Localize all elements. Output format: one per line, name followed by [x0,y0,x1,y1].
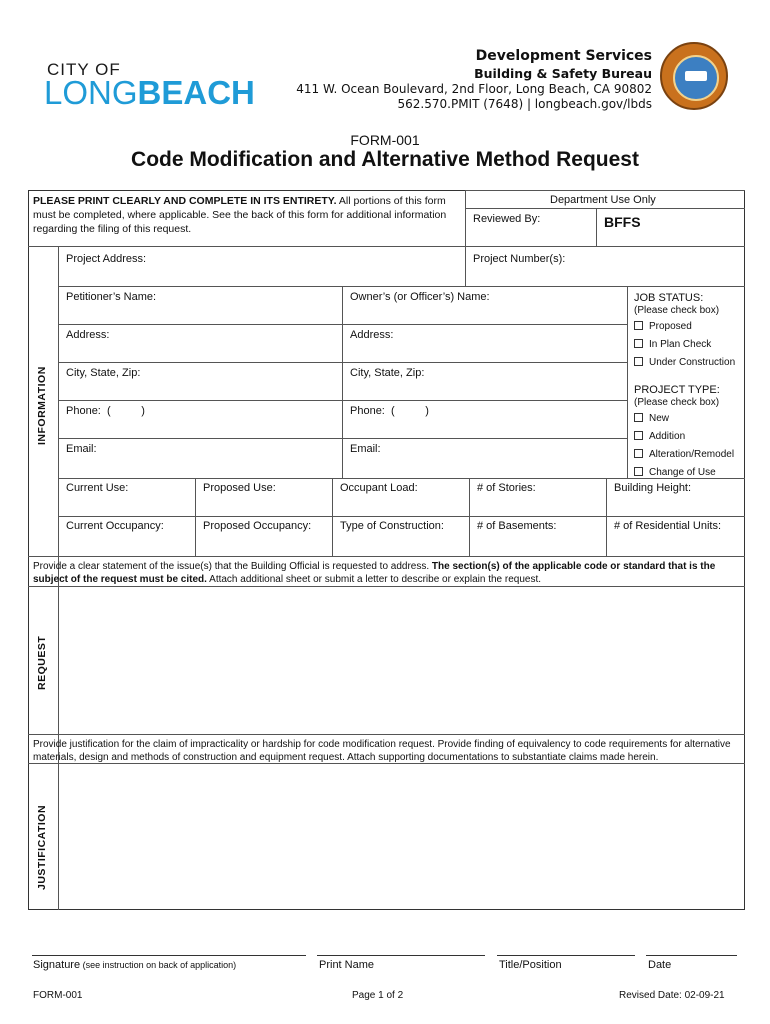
signature-label: Signature (see instruction on back of application) [33,959,237,971]
title-label: Title/Position [499,959,562,971]
bureau-name: Building & Safety Bureau [474,66,652,81]
residential-units-field[interactable]: # of Residential Units: [614,520,721,532]
dept-title: Development Services [475,48,652,64]
section-request: REQUEST [36,635,48,690]
checkbox-in-plan-check[interactable]: In Plan Check [634,339,711,350]
petitioner-name-field[interactable]: Petitioner’s Name: [66,291,157,303]
justification-text-area[interactable] [60,765,743,908]
form-number: FORM-001 [350,132,420,148]
section-information: INFORMATION [36,366,48,445]
project-address-field[interactable]: Project Address: [66,253,147,265]
project-type-title: PROJECT TYPE: [634,384,720,396]
project-type-hint: (Please check box) [634,397,720,408]
request-instructions: Provide a clear statement of the issue(s) that the Building Official is requested to address. The section(s) of the applicable code or standard that is the subject of the request must be cited. Attach additional sheet or submit a letter to describe or explain the request. [33,561,716,585]
basements-field[interactable]: # of Basements: [477,520,557,532]
dept-contact: 562.570.PMIT (7648) | longbeach.gov/lbds [397,97,652,111]
logo-city-text: CITY OF [47,60,121,79]
petitioner-city-field[interactable]: City, State, Zip: [66,367,141,379]
checkbox-new[interactable]: New [634,413,669,424]
owner-city-field[interactable]: City, State, Zip: [350,367,425,379]
footer-form-number: FORM-001 [33,990,83,1001]
owner-phone-field[interactable]: Phone: ( ) [350,405,429,417]
reviewed-by-label: Reviewed By: [473,213,541,225]
job-status-hint: (Please check box) [634,305,720,316]
owner-name-field[interactable]: Owner’s (or Officer’s) Name: [350,291,490,303]
proposed-use-field[interactable]: Proposed Use: [203,482,276,494]
print-name-label: Print Name [319,959,375,971]
logo-long-beach [44,74,255,112]
form-title: Code Modification and Alternative Method Request [131,148,639,171]
bffs-label: BFFS [604,214,641,230]
petitioner-phone-field[interactable]: Phone: ( ) [66,405,145,417]
footer-page: Page 1 of 2 [352,990,404,1001]
job-status-title: JOB STATUS: [634,292,704,304]
city-seal-icon [660,42,728,110]
checkbox-addition[interactable]: Addition [634,431,685,442]
owner-email-field[interactable]: Email: [350,443,381,455]
footer-revised: Revised Date: 02-09-21 [619,990,725,1001]
section-justification: JUSTIFICATION [36,804,48,890]
dept-address: 411 W. Ocean Boulevard, 2nd Floor, Long Beach, CA 90802 [296,82,652,96]
owner-address-field[interactable]: Address: [350,329,394,341]
dept-use-title: Department Use Only [550,194,656,206]
construction-type-field[interactable]: Type of Construction: [340,520,444,532]
petitioner-address-field[interactable]: Address: [66,329,110,341]
checkbox-proposed[interactable]: Proposed [634,321,692,332]
project-numbers-field[interactable]: Project Number(s): [473,253,566,265]
petitioner-email-field[interactable]: Email: [66,443,97,455]
justification-instructions: Provide justification for the claim of impracticality or hardship for code modification request. Provide finding of equivalency to code requirements for alternative materials, design and methods of construction and equipment request. Attach supporting documentations to substantiate claims made herein. [33,739,731,763]
print-name-line[interactable] [317,955,485,956]
stories-field[interactable]: # of Stories: [477,482,536,494]
date-line[interactable] [646,955,737,956]
checkbox-change-of-use[interactable]: Change of Use [634,467,716,478]
current-occupancy-field[interactable]: Current Occupancy: [66,520,164,532]
occupant-load-field[interactable]: Occupant Load: [340,482,418,494]
checkbox-under-construction[interactable]: Under Construction [634,357,735,368]
title-line[interactable] [497,955,635,956]
logo-beach: BEACH [137,74,255,111]
proposed-occupancy-field[interactable]: Proposed Occupancy: [203,520,312,532]
date-label: Date [648,959,672,971]
instructions: PLEASE PRINT CLEARLY AND COMPLETE IN ITS ENTIRETY. All portions of this form must be completed, where applicable. See the back of this form for additional information regarding the filing of this request. [33,195,447,235]
signature-line[interactable] [32,955,306,956]
checkbox-alteration[interactable]: Alteration/Remodel [634,449,734,460]
logo-long: LONG [44,74,138,111]
building-height-field[interactable]: Building Height: [614,482,692,494]
request-text-area[interactable] [60,588,743,732]
current-use-field[interactable]: Current Use: [66,482,129,494]
